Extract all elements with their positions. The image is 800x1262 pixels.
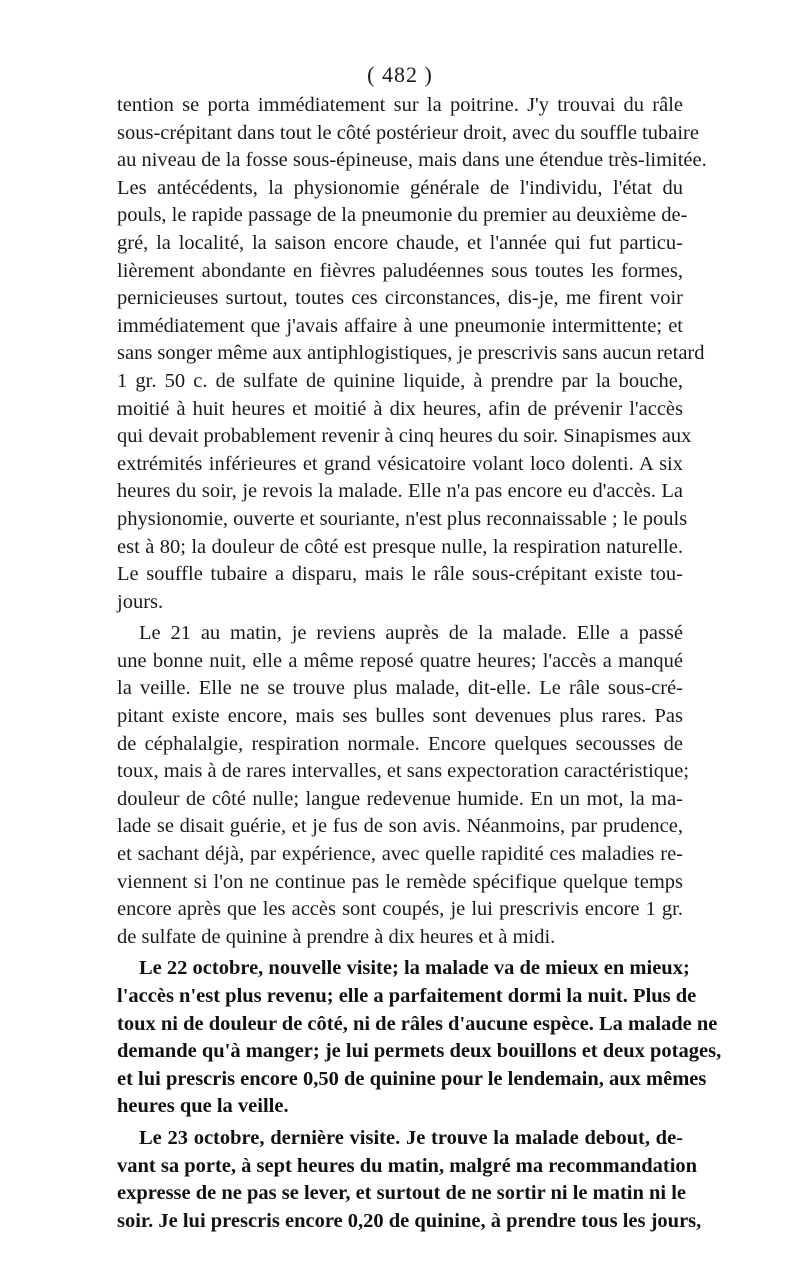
- text-line: sous-crépitant dans tout le côté postérieur droit, avec du souffle tubaire: [117, 121, 699, 144]
- text-line: viennent si l'on ne continue pas le remède spécifique quelque temps: [117, 870, 683, 893]
- text-line: qui devait probablement revenir à cinq heures du soir. Sinapismes aux: [117, 425, 692, 448]
- text-line: Le souffle tubaire a disparu, mais le râle sous-crépitant existe tou-: [117, 563, 683, 586]
- text-line: extrémités inférieures et grand vésicatoire volant loco dolenti. A six: [117, 452, 683, 475]
- text-line: lade se disait guérie, et je fus de son avis. Néanmoins, par prudence,: [117, 815, 683, 838]
- text-line: Le 21 au matin, je reviens auprès de la malade. Elle a passé: [139, 622, 683, 645]
- text-line: heures du soir, je revois la malade. Elle n'a pas encore eu d'accès. La: [117, 480, 683, 503]
- text-line: pernicieuses surtout, toutes ces circonstances, dis-je, me firent voir: [117, 287, 683, 310]
- page-number: ( 482 ): [367, 62, 433, 87]
- text-line: pitant existe encore, mais ses bulles sont devenues plus rares. Pas: [117, 705, 683, 728]
- text-line: l'accès n'est plus revenu; elle a parfaitement dormi la nuit. Plus de: [117, 985, 697, 1007]
- text-line: encore après que les accès sont coupés, je lui prescrivis encore 1 gr.: [117, 898, 683, 921]
- text-line: immédiatement que j'avais affaire à une pneumonie intermittente; et: [117, 314, 683, 337]
- text-line: tention se porta immédiatement sur la poitrine. J'y trouvai du râle: [117, 94, 683, 116]
- text-line: toux, mais à de rares intervalles, et sans expectoration caractéristique;: [117, 760, 690, 783]
- text-line: et lui prescris encore 0,50 de quinine pour le lendemain, aux mêmes: [117, 1067, 707, 1090]
- paragraph-3: [117, 955, 722, 1121]
- text-line: sans songer même aux antiphlogistiques, je prescrivis sans aucun retard: [117, 342, 705, 365]
- text-line: douleur de côté nulle; langue redevenue humide. En un mot, la ma-: [117, 787, 683, 810]
- text-line: de céphalalgie, respiration normale. Encore quelques secousses de: [117, 732, 683, 755]
- body-text: [117, 92, 722, 1235]
- text-line: 1 gr. 50 c. de sulfate de quinine liquide, à prendre par la bouche,: [117, 369, 683, 392]
- text-line: Les antécédents, la physionomie générale de l'individu, l'état du: [117, 176, 683, 199]
- text-line: heures que la veille.: [117, 1095, 289, 1118]
- paragraph-4: [117, 1125, 702, 1235]
- text-line: demande qu'à manger; je lui permets deux bouillons et deux potages,: [117, 1040, 722, 1063]
- text-line: expresse de ne pas se lever, et surtout de ne sortir ni le matin ni le: [117, 1182, 687, 1205]
- text-line: jours.: [117, 590, 164, 613]
- text-line: au niveau de la fosse sous-épineuse, mais dans une étendue très-limitée.: [117, 149, 707, 172]
- text-line: soir. Je lui prescris encore 0,20 de quinine, à prendre tous les jours,: [117, 1209, 702, 1232]
- text-line: Le 23 octobre, dernière visite. Je trouve la malade debout, de-: [139, 1126, 683, 1149]
- text-line: gré, la localité, la saison encore chaude, et l'année qui fut particu-: [117, 231, 683, 254]
- text-line: moitié à huit heures et moitié à dix heures, afin de prévenir l'accès: [117, 397, 683, 420]
- text-line: lièrement abondante en fièvres paludéennes sous toutes les formes,: [117, 259, 683, 282]
- text-line: vant sa porte, à sept heures du matin, malgré ma recommandation: [117, 1154, 698, 1177]
- text-line: Le 22 octobre, nouvelle visite; la malade va de mieux en mieux;: [139, 957, 690, 980]
- paragraph-2: [117, 620, 690, 951]
- text-line: pouls, le rapide passage de la pneumonie du premier au deuxième de-: [117, 204, 688, 227]
- text-line: physionomie, ouverte et souriante, n'est plus reconnaissable ; le pouls: [117, 507, 688, 530]
- text-line: toux ni de douleur de côté, ni de râles d'aucune espèce. La malade ne: [117, 1012, 718, 1035]
- text-line: est à 80; la douleur de côté est presque nulle, la respiration naturelle.: [117, 535, 683, 558]
- paragraph-1: [117, 92, 707, 616]
- text-line: la veille. Elle ne se trouve plus malade, dit-elle. Le râle sous-cré-: [117, 677, 683, 700]
- text-line: de sulfate de quinine à prendre à dix heures et à midi.: [117, 925, 556, 948]
- text-line: et sachant déjà, par expérience, avec quelle rapidité ces maladies re-: [117, 843, 683, 866]
- text-line: une bonne nuit, elle a même reposé quatre heures; l'accès a manqué: [117, 649, 683, 672]
